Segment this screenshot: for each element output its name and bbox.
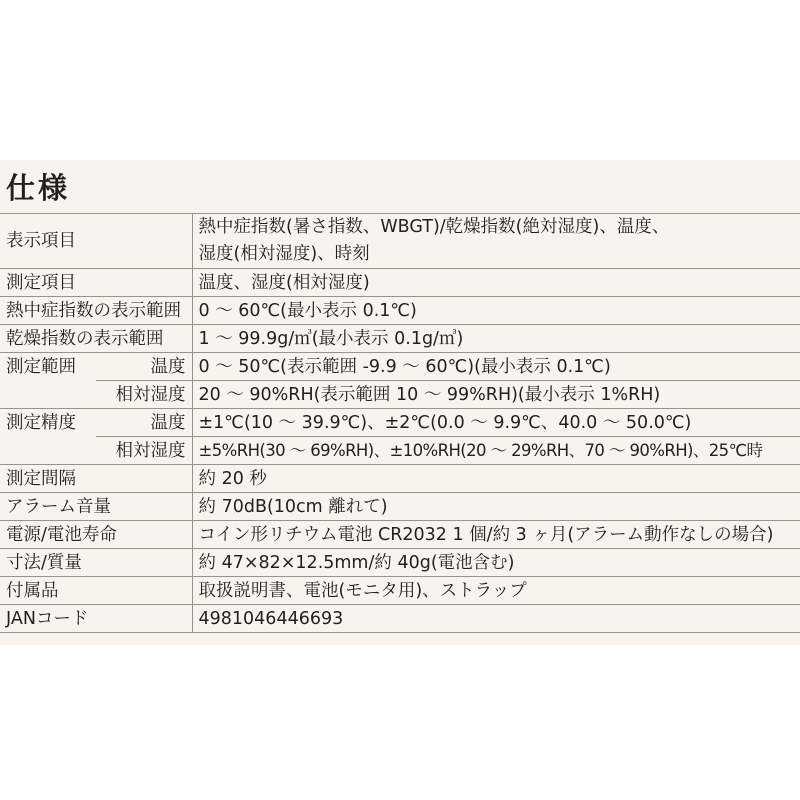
sub-label: 相対湿度 bbox=[96, 381, 192, 409]
row-value: 1 ～ 99.9g/㎥(最小表示 0.1g/㎥) bbox=[192, 325, 800, 353]
row-value-line: 湿度(相対湿度)、時刻 bbox=[198, 244, 370, 264]
row-value: ±1℃(10 ～ 39.9℃)、±2℃(0.0 ～ 9.9℃、40.0 ～ 50.0℃) bbox=[192, 409, 800, 437]
page-title: 仕様 bbox=[6, 171, 71, 205]
table-row bbox=[0, 297, 800, 325]
table-row bbox=[0, 493, 800, 521]
row-label: アラーム音量 bbox=[0, 493, 192, 521]
table-row bbox=[0, 521, 800, 549]
sub-label: 相対湿度 bbox=[96, 437, 192, 465]
row-value: 約 20 秒 bbox=[192, 465, 800, 493]
table-row bbox=[0, 549, 800, 577]
row-value: コイン形リチウム電池 CR2032 1 個/約 3 ヶ月(アラーム動作なしの場合) bbox=[192, 521, 800, 549]
row-label: 測定項目 bbox=[0, 269, 192, 297]
row-label: 乾燥指数の表示範囲 bbox=[0, 325, 192, 353]
row-value: 20 ～ 90%RH(表示範囲 10 ～ 99%RH)(最小表示 1%RH) bbox=[192, 381, 800, 409]
row-value: 約 47×82×12.5mm/約 40g(電池含む) bbox=[192, 549, 800, 577]
row-label: 付属品 bbox=[0, 577, 192, 605]
table-row bbox=[0, 325, 800, 353]
sub-label: 温度 bbox=[96, 409, 192, 437]
row-value: 温度、湿度(相対湿度) bbox=[192, 269, 800, 297]
table-row bbox=[0, 465, 800, 493]
table-row bbox=[0, 353, 800, 381]
group-label-spacer bbox=[0, 437, 96, 465]
table-row bbox=[0, 381, 800, 409]
row-label: 寸法/質量 bbox=[0, 549, 192, 577]
group-label-spacer bbox=[0, 381, 96, 409]
table-row bbox=[0, 214, 800, 269]
row-value: 4981046446693 bbox=[192, 605, 800, 633]
row-value bbox=[192, 214, 800, 269]
table-row bbox=[0, 409, 800, 437]
row-label: 電源/電池寿命 bbox=[0, 521, 192, 549]
row-label: 熱中症指数の表示範囲 bbox=[0, 297, 192, 325]
row-value: 0 ～ 60℃(最小表示 0.1℃) bbox=[192, 297, 800, 325]
row-value-line: 熱中症指数(暑さ指数、WBGT)/乾燥指数(絶対湿度)、温度、 bbox=[198, 217, 670, 237]
table-row bbox=[0, 577, 800, 605]
group-label: 測定精度 bbox=[6, 412, 76, 433]
row-label: JANコード bbox=[0, 605, 192, 633]
row-value: 0 ～ 50℃(表示範囲 -9.9 ～ 60℃)(最小表示 0.1℃) bbox=[192, 353, 800, 381]
row-value: 取扱説明書、電池(モニタ用)、ストラップ bbox=[192, 577, 800, 605]
table-row bbox=[0, 269, 800, 297]
group-label: 測定範囲 bbox=[6, 356, 76, 377]
table-row bbox=[0, 437, 800, 465]
row-label: 表示項目 bbox=[0, 214, 192, 269]
row-value: 約 70dB(10cm 離れて) bbox=[192, 493, 800, 521]
row-value: ±5%RH(30 ～ 69%RH)、±10%RH(20 ～ 29%RH、70 ～ 90%RH)、25℃時 bbox=[192, 437, 800, 465]
row-label: 測定間隔 bbox=[0, 465, 192, 493]
spec-table bbox=[0, 213, 800, 633]
table-row bbox=[0, 605, 800, 633]
sub-label: 温度 bbox=[96, 353, 192, 381]
